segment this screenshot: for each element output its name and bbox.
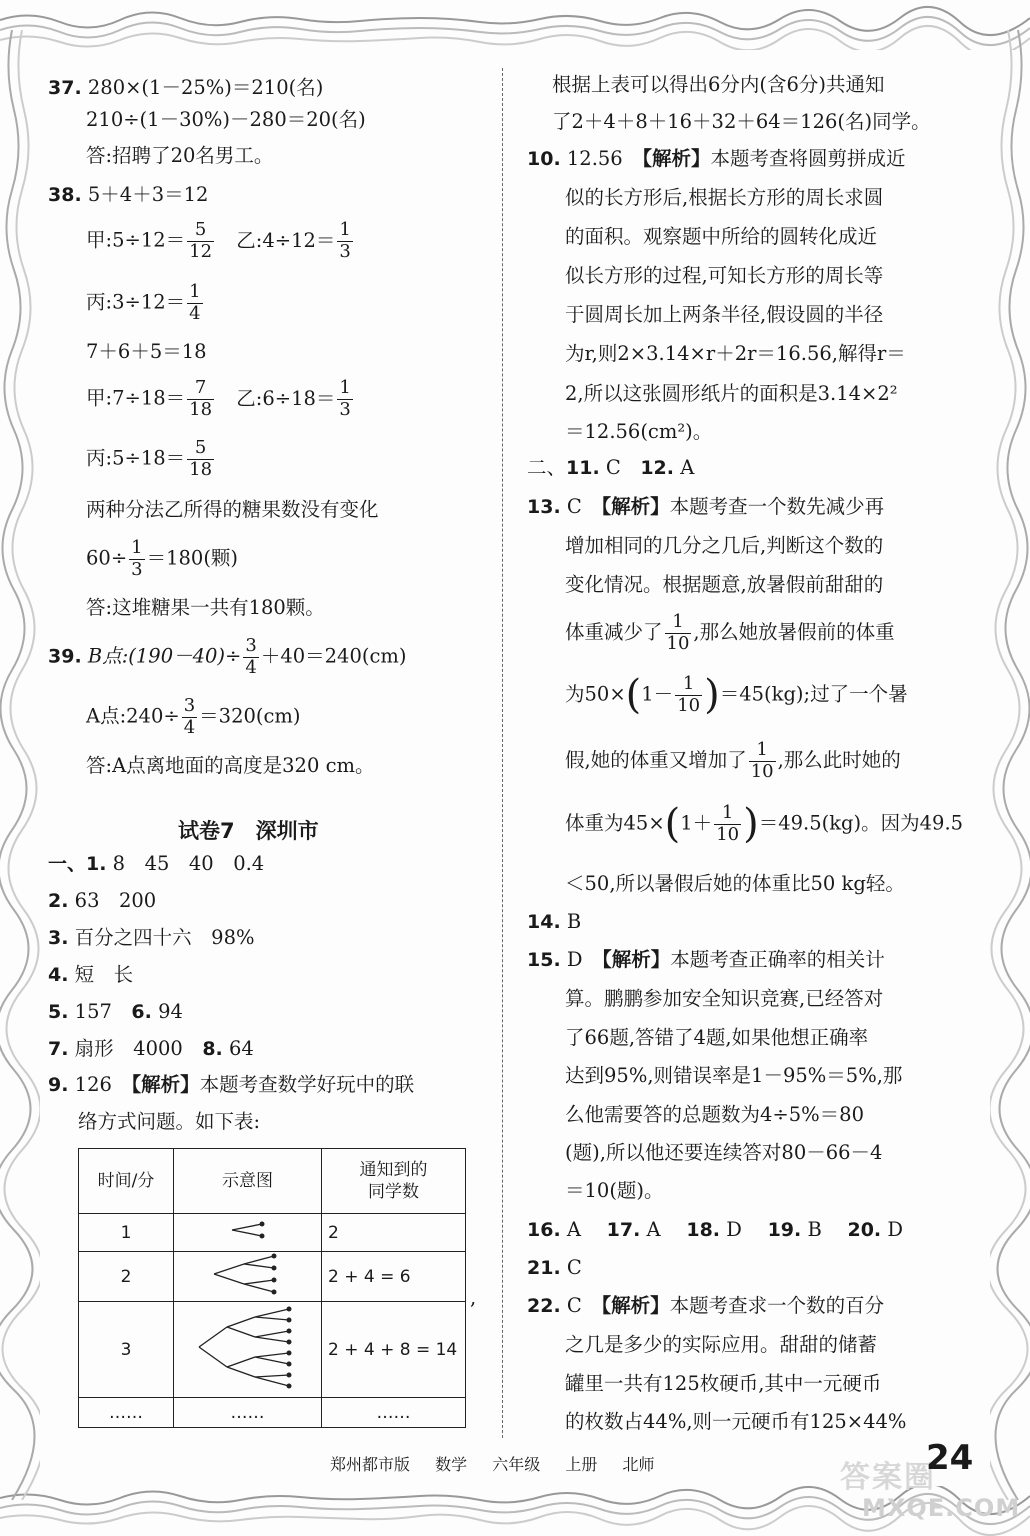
- table-row: [79, 1252, 466, 1302]
- right-top-line1: 根据上表可以得出6分内(含6分)共通知: [552, 73, 885, 96]
- decorative-right-border: [990, 30, 1030, 1500]
- fraction: $\frac{1}{10}$: [716, 802, 740, 845]
- header-time: 时间/分: [79, 1149, 174, 1214]
- q13-line2: 增加相同的几分之几后,判断这个数的: [565, 534, 884, 557]
- cell-count: 2 + 4 = 6: [322, 1252, 466, 1302]
- fraction: $\frac{1}{3}$: [339, 377, 351, 420]
- tree-icon: [193, 1304, 303, 1390]
- table-row: [79, 1398, 466, 1428]
- footer-subject: 数学: [435, 1455, 468, 1474]
- q22-line1: 22. C 【解析】本题考查求一个数的百分: [527, 1294, 885, 1317]
- q10-line8: ＝12.56(cm²)。: [565, 420, 713, 443]
- q39-line1: 39. B点:(190－40)÷ $\frac{3}{4}$ ＋40＝240(cm): [48, 635, 407, 678]
- q38-line1: 38. 5＋4＋3＝12: [48, 183, 209, 206]
- q38-line8: 两种分法乙所得的糖果数没有变化: [86, 498, 379, 521]
- footer-grade: 六年级: [492, 1455, 541, 1474]
- fraction: $\frac{1}{3}$: [131, 537, 143, 580]
- q38-jia-yi-1: 甲:5÷12＝ $\frac{5}{12}$ 乙:4÷12＝ $\frac{1}{3}$: [86, 219, 351, 262]
- q10-line7: 2,所以这张圆形纸片的面积是3.14×2²: [565, 382, 898, 405]
- watermark-logo: 答案圈: [840, 1460, 936, 1495]
- q15-line6: (题),所以他还要连续答对80－66－4: [565, 1141, 883, 1164]
- fraction: $\frac{1}{10}$: [666, 611, 690, 654]
- fraction: $\frac{5}{12}$: [189, 219, 213, 262]
- q13-line6: 假,她的体重又增加了 $\frac{1}{10}$ ,那么此时她的: [565, 739, 901, 782]
- footer-edition: 郑州都市版: [330, 1455, 411, 1474]
- table-row: [79, 1302, 466, 1398]
- fraction: $\frac{1}{10}$: [677, 673, 701, 716]
- cell-count: 2 + 4 + 8 = 14: [322, 1302, 466, 1398]
- q21: 21. C: [527, 1256, 582, 1279]
- q38-jia-yi-2: 甲:7÷18＝ $\frac{7}{18}$ 乙:6÷18＝ $\frac{1}{3}$: [86, 377, 351, 420]
- fraction: $\frac{3}{4}$: [245, 635, 257, 678]
- q38-bing-2: 丙:5÷18＝ $\frac{5}{18}$: [86, 437, 213, 480]
- q16-20: 16. A 17. A 18. D 19. B 20. D: [527, 1218, 903, 1241]
- fraction: $\frac{1}{3}$: [339, 219, 351, 262]
- q14: 14. B: [527, 910, 582, 933]
- answer-9-line2: 络方式问题。如下表:: [78, 1110, 261, 1133]
- q22-line4: 的枚数占44%,则一元硬币有125×44%: [565, 1410, 907, 1433]
- q10-line6: 为r,则2×3.14×r＋2r＝16.56,解得r＝: [565, 342, 906, 365]
- q38-line9: 60÷ $\frac{1}{3}$ ＝180(颗): [86, 537, 239, 580]
- page-number: 24: [926, 1438, 974, 1478]
- answer-3: 3. 百分之四十六 98%: [48, 926, 255, 949]
- decorative-top-border: [0, 0, 1030, 50]
- q10-line2: 似的长方形后,根据长方形的周长求圆: [565, 186, 884, 209]
- q13-line8: ＜50,所以暑假后她的体重比50 kg轻。: [565, 872, 905, 895]
- tree-icon: [228, 1218, 268, 1242]
- cell-count: 2: [322, 1214, 466, 1252]
- q38-line5: 7＋6＋5＝18: [86, 340, 207, 363]
- cell-time: 2: [79, 1252, 174, 1302]
- decorative-left-border: [0, 30, 40, 1500]
- q15-line4: 达到95%,则错误率是1－95%＝5%,那: [565, 1064, 903, 1087]
- q39-answer: 答:A点离地面的高度是320 cm。: [86, 754, 375, 777]
- q15-line2: 算。鹏鹏参加安全知识竞赛,已经答对: [565, 987, 884, 1010]
- cell-time: 3: [79, 1302, 174, 1398]
- q11-12: 二、11. C 12. A: [527, 456, 695, 479]
- q10-line5: 于圆周长加上两条半径,假设圆的半径: [565, 303, 884, 326]
- cell-diagram: ……: [174, 1398, 322, 1428]
- q22-line2: 之几是多少的实际应用。甜甜的储蓄: [565, 1333, 878, 1356]
- fraction: $\frac{1}{10}$: [750, 739, 774, 782]
- q15-line5: 么他需要答的总题数为4÷5%＝80: [565, 1103, 864, 1126]
- column-divider: [502, 68, 503, 1438]
- answer-2: 2. 63 200: [48, 889, 157, 912]
- q39-line2: A点:240÷ $\frac{3}{4}$ ＝320(cm): [86, 695, 301, 738]
- cell-count: ……: [322, 1398, 466, 1428]
- cell-time: 1: [79, 1214, 174, 1252]
- q13-line3: 变化情况。根据题意,放暑假前甜甜的: [565, 573, 884, 596]
- tree-diagram-2: [174, 1252, 322, 1302]
- tree-icon: [208, 1252, 288, 1296]
- q38-answer: 答:这堆糖果一共有180颗。: [86, 596, 325, 619]
- q15-line7: ＝10(题)。: [565, 1179, 664, 1202]
- q22-line3: 罐里一共有125枚硬币,其中一元硬币: [565, 1372, 882, 1395]
- footer-publisher: 北师: [622, 1455, 655, 1474]
- notification-table: [78, 1148, 466, 1428]
- fraction: $\frac{1}{4}$: [189, 281, 201, 324]
- q15-line1: 15. D 【解析】本题考查正确率的相关计: [527, 948, 885, 971]
- right-top-line2: 了2＋4＋8＋16＋32＋64＝126(名)同学。: [552, 110, 931, 133]
- q13-line5: 为50×(1－ $\frac{1}{10}$ )＝45(kg);过了一个暑: [565, 672, 908, 719]
- fraction: $\frac{5}{18}$: [189, 437, 213, 480]
- q37-line2: 210÷(1－30%)－280＝20(名): [86, 108, 366, 131]
- q38-bing-1: 丙:3÷12＝ $\frac{1}{4}$: [86, 281, 201, 324]
- q13-line7: 体重为45×(1＋ $\frac{1}{10}$ )＝49.5(kg)。因为49.5: [565, 801, 964, 848]
- footer-volume: 上册: [565, 1455, 598, 1474]
- cell-time: ……: [79, 1398, 174, 1428]
- q10-line1: 10. 12.56 【解析】本题考查将圆剪拼成近: [527, 147, 906, 170]
- table-row: [79, 1214, 466, 1252]
- table-trailing-comma: ,: [470, 1286, 477, 1309]
- header-count: 通知到的 同学数: [322, 1149, 466, 1214]
- table-header-row: [79, 1149, 466, 1214]
- q10-line3: 的面积。观察题中所给的圆转化成近: [565, 225, 878, 248]
- q13-line4: 体重减少了 $\frac{1}{10}$ ,那么她放暑假前的体重: [565, 611, 895, 654]
- q10-line4: 似长方形的过程,可知长方形的周长等: [565, 264, 884, 287]
- watermark-url: MXQE.COM: [862, 1494, 1021, 1522]
- tree-diagram-1: [174, 1214, 322, 1252]
- answer-5-6: 5. 157 6. 94: [48, 1000, 183, 1023]
- header-diagram: 示意图: [174, 1149, 322, 1214]
- fraction: $\frac{3}{4}$: [183, 695, 196, 738]
- q37-line1: 37. 280×(1－25%)＝210(名): [48, 76, 324, 99]
- answer-9: 9. 126 【解析】本题考查数学好玩中的联: [48, 1073, 415, 1096]
- answer-1: 一、1. 8 45 40 0.4: [48, 852, 265, 875]
- tree-diagram-3: [174, 1302, 322, 1398]
- footer: [330, 1452, 674, 1475]
- answer-4: 4. 短 长: [48, 963, 134, 986]
- section-title: 试卷7 深圳市: [178, 819, 319, 843]
- answer-7-8: 7. 扇形 4000 8. 64: [48, 1037, 254, 1060]
- q15-line3: 了66题,答错了4题,如果他想正确率: [565, 1026, 869, 1049]
- q13-line1: 13. C 【解析】本题考查一个数先减少再: [527, 495, 885, 518]
- q37-answer: 答:招聘了20名男工。: [86, 144, 274, 167]
- fraction: $\frac{7}{18}$: [189, 377, 213, 420]
